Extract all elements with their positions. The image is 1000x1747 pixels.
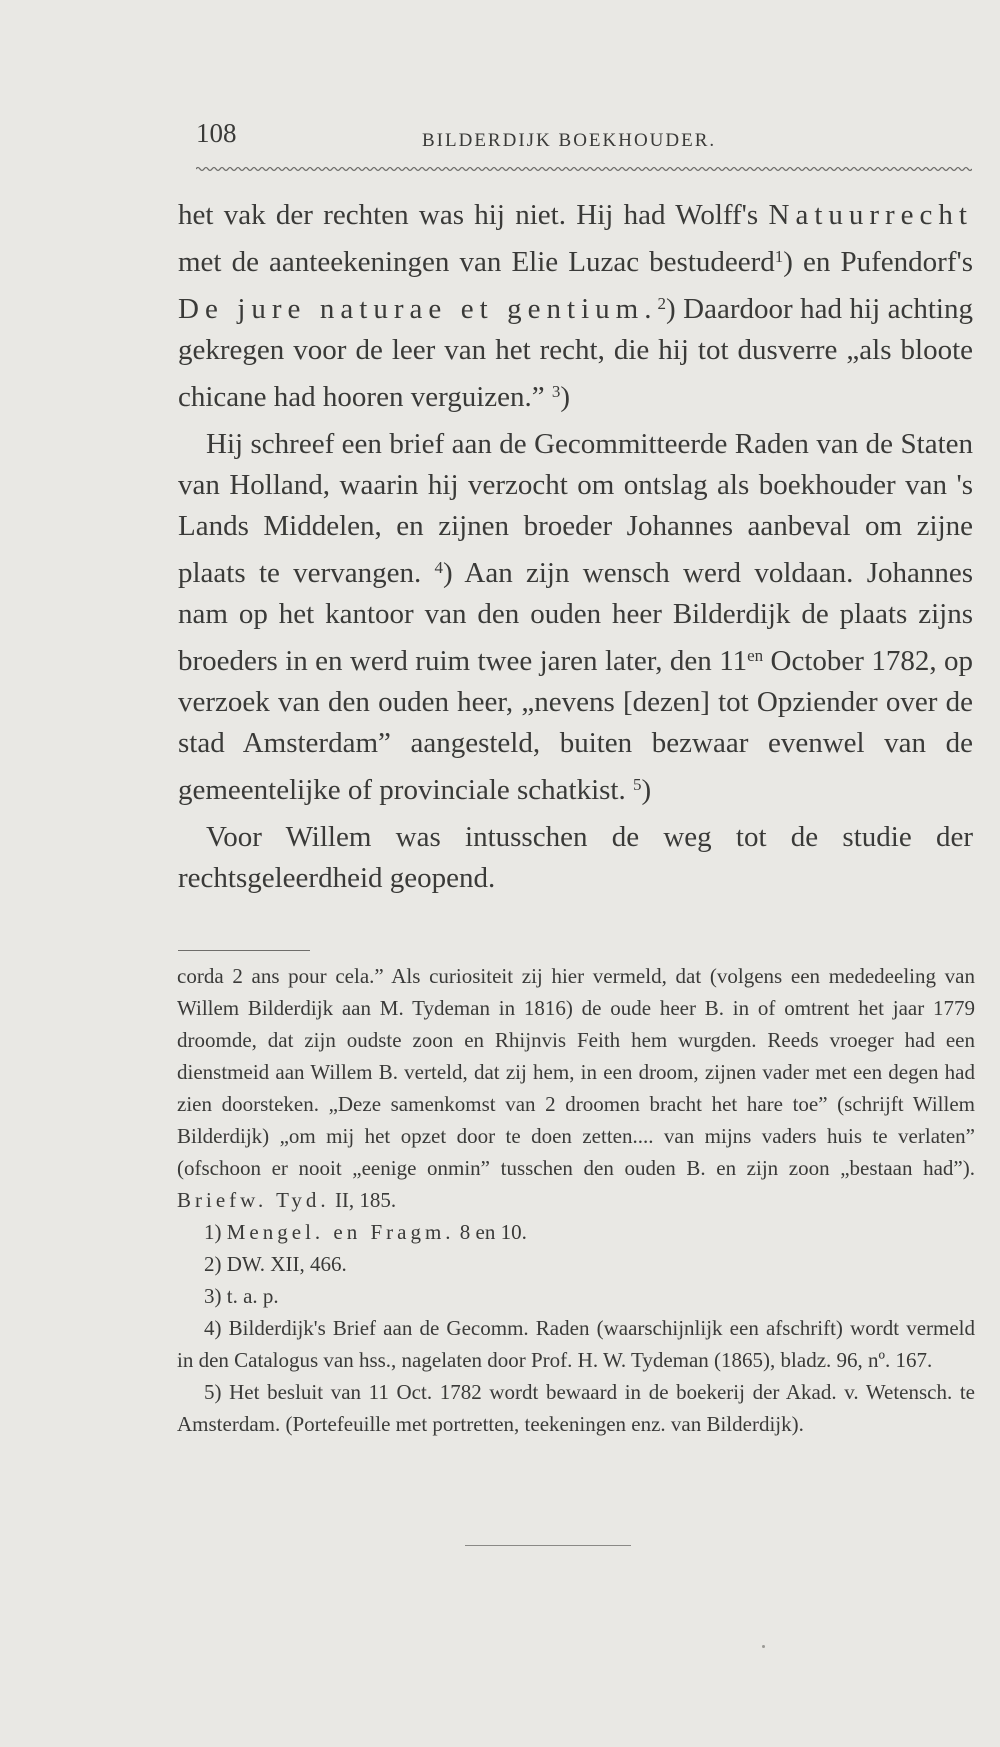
superscript-en: en [747,646,764,665]
footnote-4: 4) Bilderdijk's Brief aan de Gecomm. Raden (waarschijnlijk een afschrift) wordt vermeld in den Catalogus van hss., nagelaten door Prof. H. W. Tydeman (1865), bladz. 96, nº. 167. [177,1316,975,1372]
title-briefw: Briefw. Tyd. [177,1188,330,1212]
footnote-continuation: corda 2 ans pour cela.” Als curiositeit zij hier vermeld, dat (volgens een mededeeling van Willem Bilderdijk aan M. Tydeman in 1816) de oude heer B. in of omtrent het jaar 1779 droomde, dat zijn oudste zoon en Rhijnvis Feith hem wurgden. Reeds vroeger had een dienstmeid aan Willem B. verteld, dat zij hem, in een droom, zijnen vader met een degen had zien doorsteken. „Deze samenkomst van 2 droomen bracht het hare toe” (schrijft Willem Bilderdijk) „om mij het opzet door te doen zetten.... van mijns vaders huis te verlaten” (ofschoon er nooit „eenige onmin” tusschen den ouden B. en zijn zoon „bestaan had”). Briefw. Tyd. II, 185. [177,964,975,1212]
footnote-2: 2) DW. XII, 466. [204,1252,347,1276]
footnote-1: 1) Mengel. en Fragm. 8 en 10. [204,1220,527,1244]
footnote-3: 3) t. a. p. [204,1284,279,1308]
title-natuurrecht: Natuurrecht [768,199,973,231]
footnote-5: 5) Het besluit van 11 Oct. 1782 wordt bewaard in de boekerij der Akad. v. Wetensch. te Amsterdam. (Portefeuille met portretten, teekeningen enz. van Bilderdijk). [177,1380,976,1436]
running-title: BILDERDIJK BOEKHOUDER. [422,130,717,151]
footnote-ref-4: 4 [434,558,444,577]
paragraph-3: Voor Willem was intusschen de weg tot de studie der rechtsgeleerdheid geopend. [178,821,973,894]
footnote-ref-1: 1 [774,247,784,266]
paragraph-1: het vak der rechten was hij niet. Hij had Wolff's Natuurrecht met de aanteekeningen van Elie Luzac bestudeerd$^1$) en Pufendorf's De jure naturae et gentium.$^2$) Daardoor had hij achting gekregen voor de leer van het recht, die hij tot dusverre „als bloote chicane had hooren verguizen.” $^3$) [178,199,973,413]
paragraph-2: Hij schreef een brief aan de Gecommitteerde Raden van de Staten van Holland, waarin hij verzocht om ontslag als boekhouder van 's Lands Middelen, en zijnen broeder Johannes aanbeval om zijne plaats te vervangen. $^4$) Aan zijn wensch werd voldaan. Johannes nam op het kantoor van den ouden heer Bilderdijk de plaats zijns broeders in en werd ruim twee jaren later, den $11^{en}$ October 1782, op verzoek van den ouden heer, „nevens [dezen] tot Opziender over de stad Amsterdam” aangesteld, buiten bezwaar evenwel van de gemeentelijke of provinciale schatkist. $^5$) [178,428,974,806]
paper-speck [762,1645,765,1648]
page-number: 108 [196,118,237,148]
footnotes [177,960,975,1440]
title-de-jure: De jure naturae et gentium. [178,293,658,325]
main-text [178,195,973,899]
footnote-ref-3: 3 [551,382,561,401]
footnote-ref-5: 5 [632,775,642,794]
footnote-separator [178,950,310,951]
footnote-ref-2: 2 [657,294,666,313]
wavy-header-rule [196,164,972,174]
end-rule [465,1545,631,1546]
running-head [196,118,966,158]
